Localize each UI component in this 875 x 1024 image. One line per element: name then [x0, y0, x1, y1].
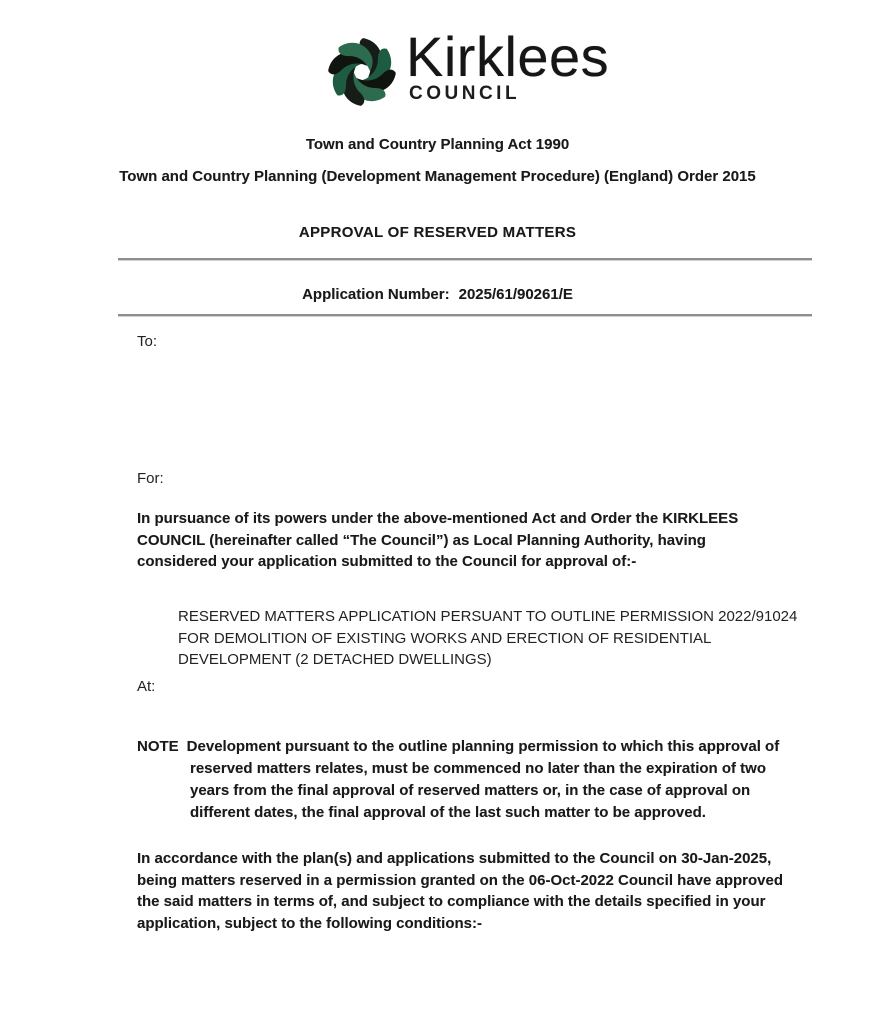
pursuance-paragraph: In pursuance of its powers under the above-mentioned Act and Order the KIRKLEES COUNCIL (hereinafter called “The Council”) as Local Planning Authority, having considered your application submitted to the Council for approval of:-	[137, 510, 739, 570]
application-number-value: 2025/61/90261/E	[458, 286, 573, 303]
note-paragraph	[137, 736, 789, 824]
accordance-paragraph: In accordance with the plan(s) and applications submitted to the Council on 30-Jan-2025, being matters reserved in a permission granted on the 06-Oct-2022 Council have approved the said matters in terms of, and subject to compliance with the details specified in your application, subject to the following conditions:-	[137, 850, 784, 932]
at-label: At:	[137, 678, 156, 695]
note-text: Development pursuant to the outline planning permission to which this approval of reserved matters relates, must be commenced no later than the expiration of two years from the final approval of reserved matters or, in the case of approval on different dates, the final approval of the last such matter to be approved.	[186, 738, 780, 821]
to-label: To:	[137, 333, 158, 350]
kirklees-logo	[322, 25, 610, 112]
divider-top-rule	[118, 258, 812, 260]
note-label: NOTE	[137, 738, 179, 755]
logo-brand-name: Kirklees	[406, 25, 610, 88]
heading-order-2015: Town and Country Planning (Development Management Procedure) (England) Order 2015	[119, 168, 756, 185]
development-description: RESERVED MATTERS APPLICATION PERSUANT TO OUTLINE PERMISSION 2022/91024 FOR DEMOLITION OF EXISTING WORKS AND ERECTION OF RESIDENTIAL DEVELOPMENT (2 DETACHED DWELLINGS)	[178, 608, 798, 668]
application-number-label: Application Number:	[302, 286, 450, 303]
application-number-line	[0, 286, 875, 303]
kirklees-logo-text	[406, 25, 610, 104]
heading-approval-title: APPROVAL OF RESERVED MATTERS	[298, 224, 577, 241]
heading-planning-act: Town and Country Planning Act 1990	[305, 136, 570, 153]
kirklees-swirl-icon	[322, 32, 402, 112]
divider-bottom-rule	[118, 314, 812, 316]
logo-sub-name: COUNCIL	[409, 83, 521, 104]
for-label: For:	[137, 470, 164, 487]
